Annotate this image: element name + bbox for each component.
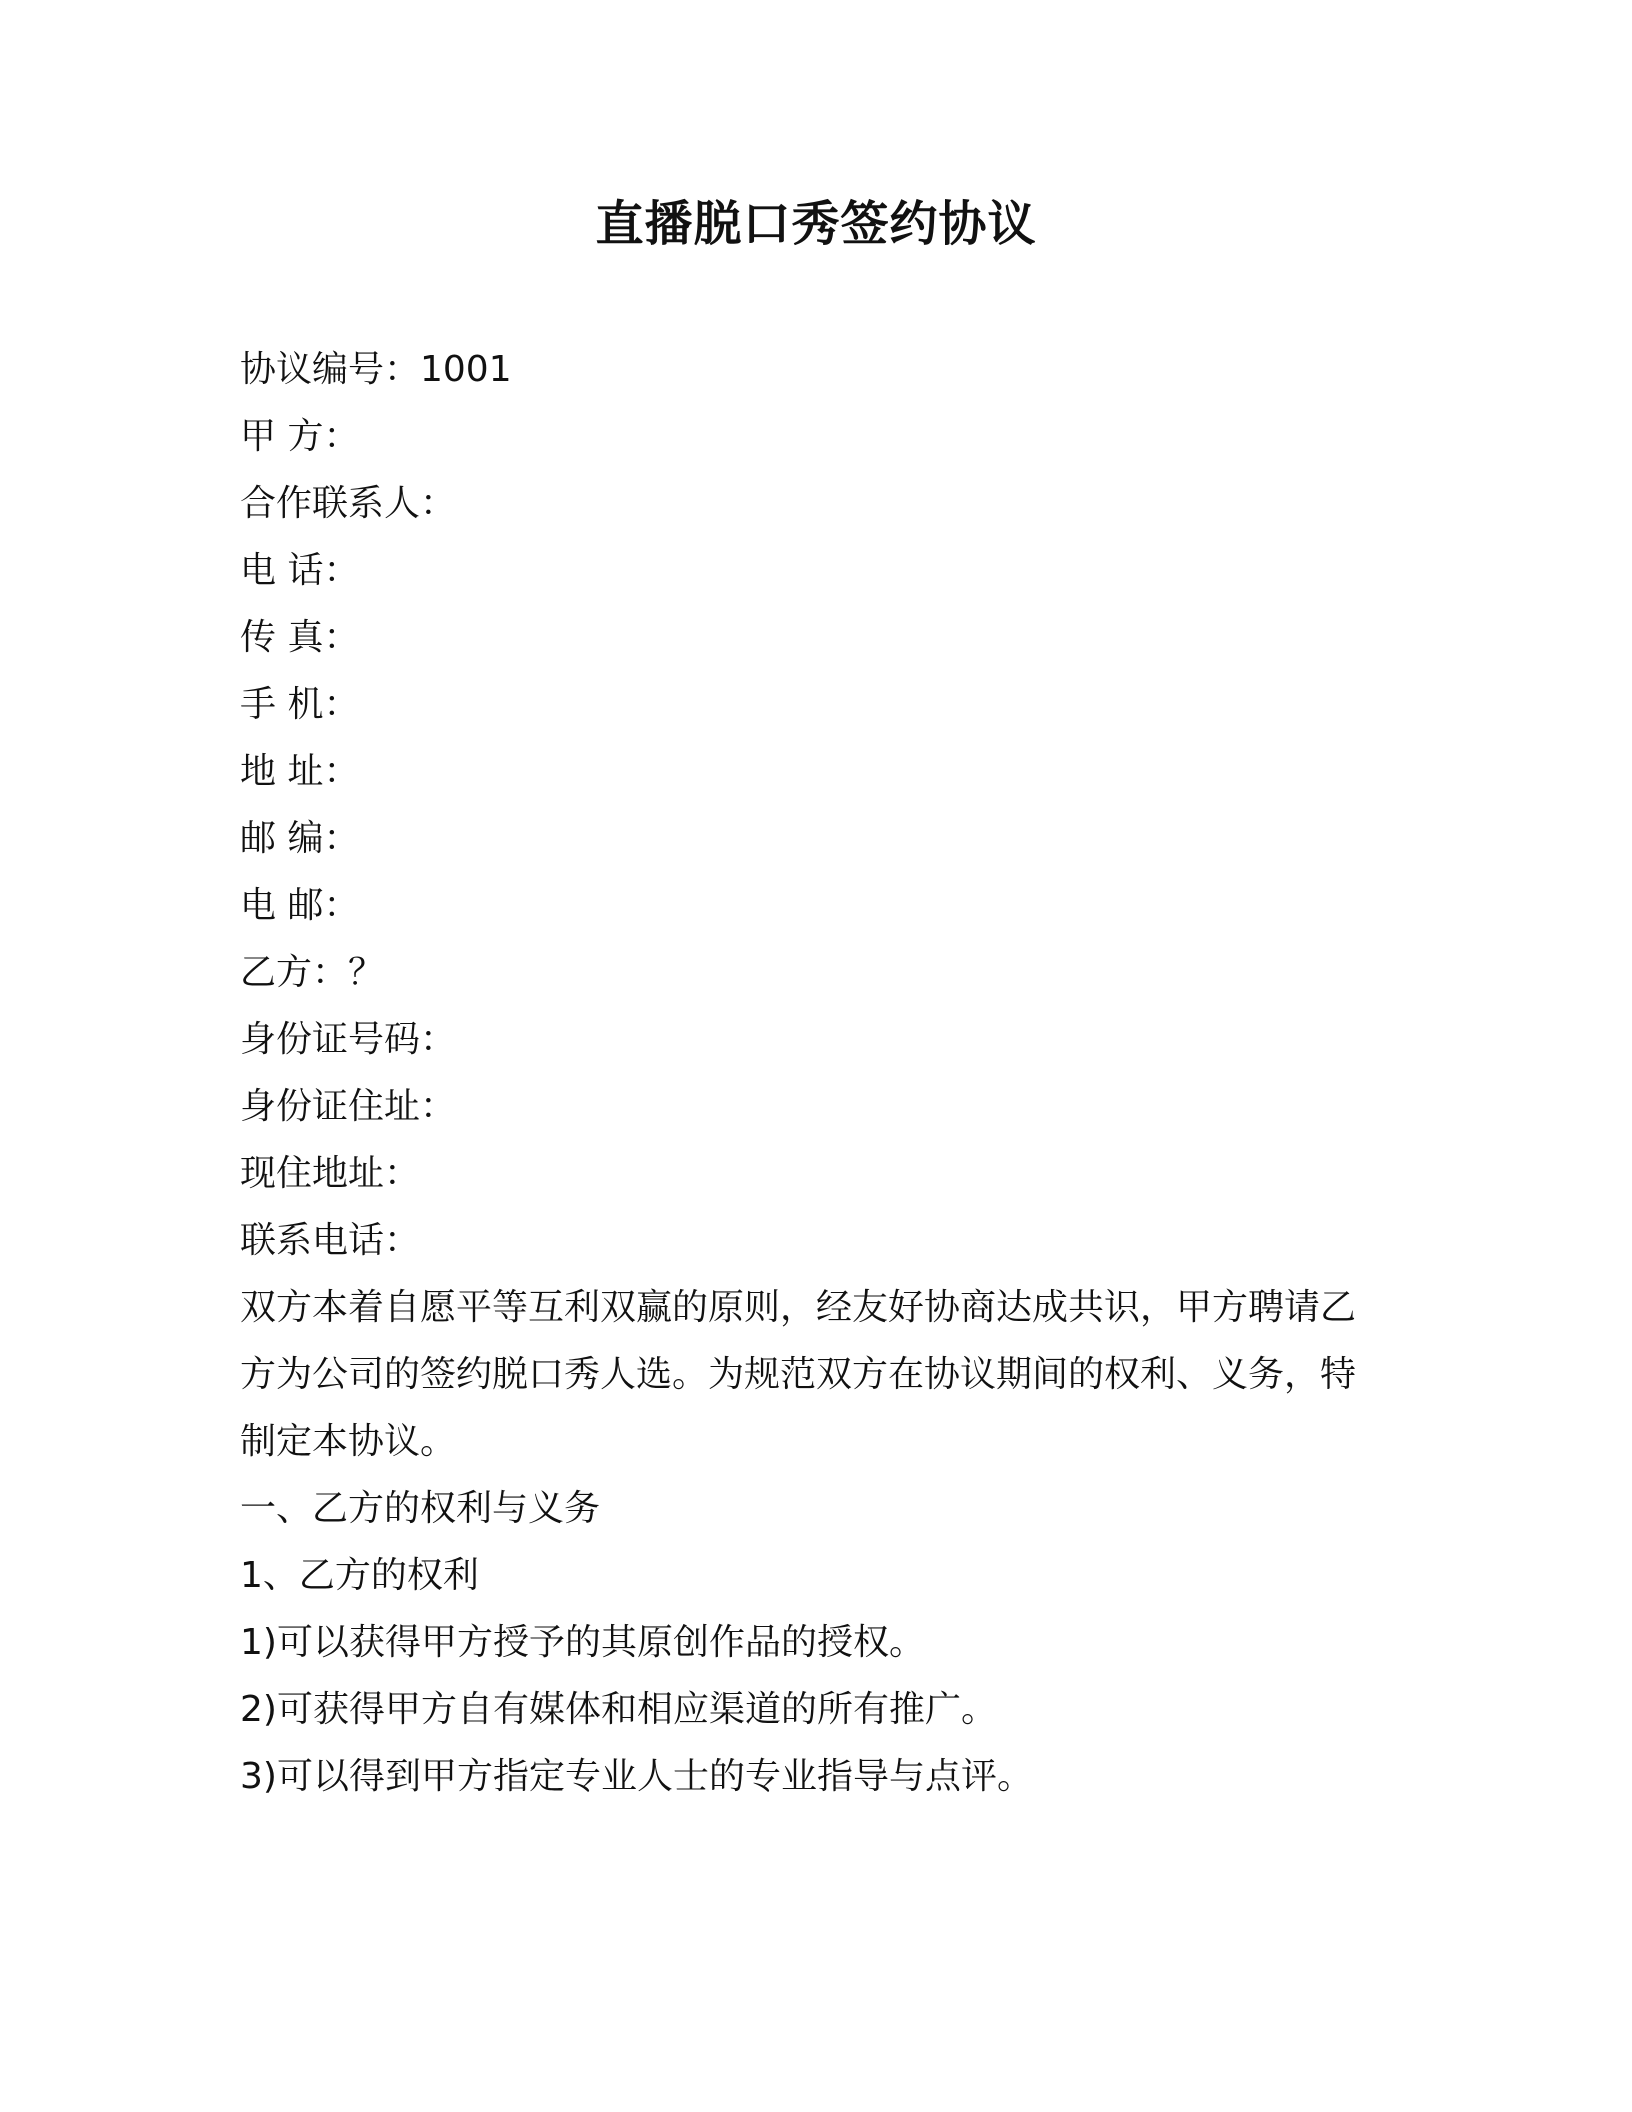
party-a-field: 甲 方： — [240, 416, 360, 457]
party-b-field: 乙方：？ — [240, 952, 385, 993]
contact-person-field: 合作联系人： — [240, 483, 457, 524]
list-item: 1)可以获得甲方授予的其原创作品的授权。 — [240, 1622, 925, 1663]
list-item: 2)可获得甲方自有媒体和相应渠道的所有推广。 — [240, 1689, 997, 1730]
document-body — [240, 336, 1370, 1810]
id-number-field: 身份证号码： — [240, 1019, 457, 1060]
list-item: 3)可以得到甲方指定专业人士的专业指导与点评。 — [240, 1756, 1033, 1797]
agreement-number: 协议编号：1001 — [240, 349, 512, 390]
mobile-field: 手 机： — [240, 684, 360, 725]
phone-field: 电 话： — [240, 550, 360, 591]
address-field: 地 址： — [240, 751, 360, 792]
document-title: 直播脱口秀签约协议 — [595, 196, 1037, 252]
email-field: 电 邮： — [240, 885, 360, 926]
id-address-field: 身份证住址： — [240, 1086, 457, 1127]
contact-phone-field: 联系电话： — [240, 1220, 421, 1261]
section-heading: 一、乙方的权利与义务 — [240, 1488, 601, 1529]
subsection-heading: 1、乙方的权利 — [240, 1555, 479, 1596]
intro-paragraph: 双方本着自愿平等互利双赢的原则，经友好协商达成共识，甲方聘请乙方为公司的签约脱口秀人选。为规范双方在协议期间的权利、义务，特制定本协议。 — [240, 1287, 1357, 1462]
current-address-field: 现住地址： — [240, 1153, 421, 1194]
postcode-field: 邮 编： — [240, 818, 360, 859]
fax-field: 传 真： — [240, 617, 360, 658]
